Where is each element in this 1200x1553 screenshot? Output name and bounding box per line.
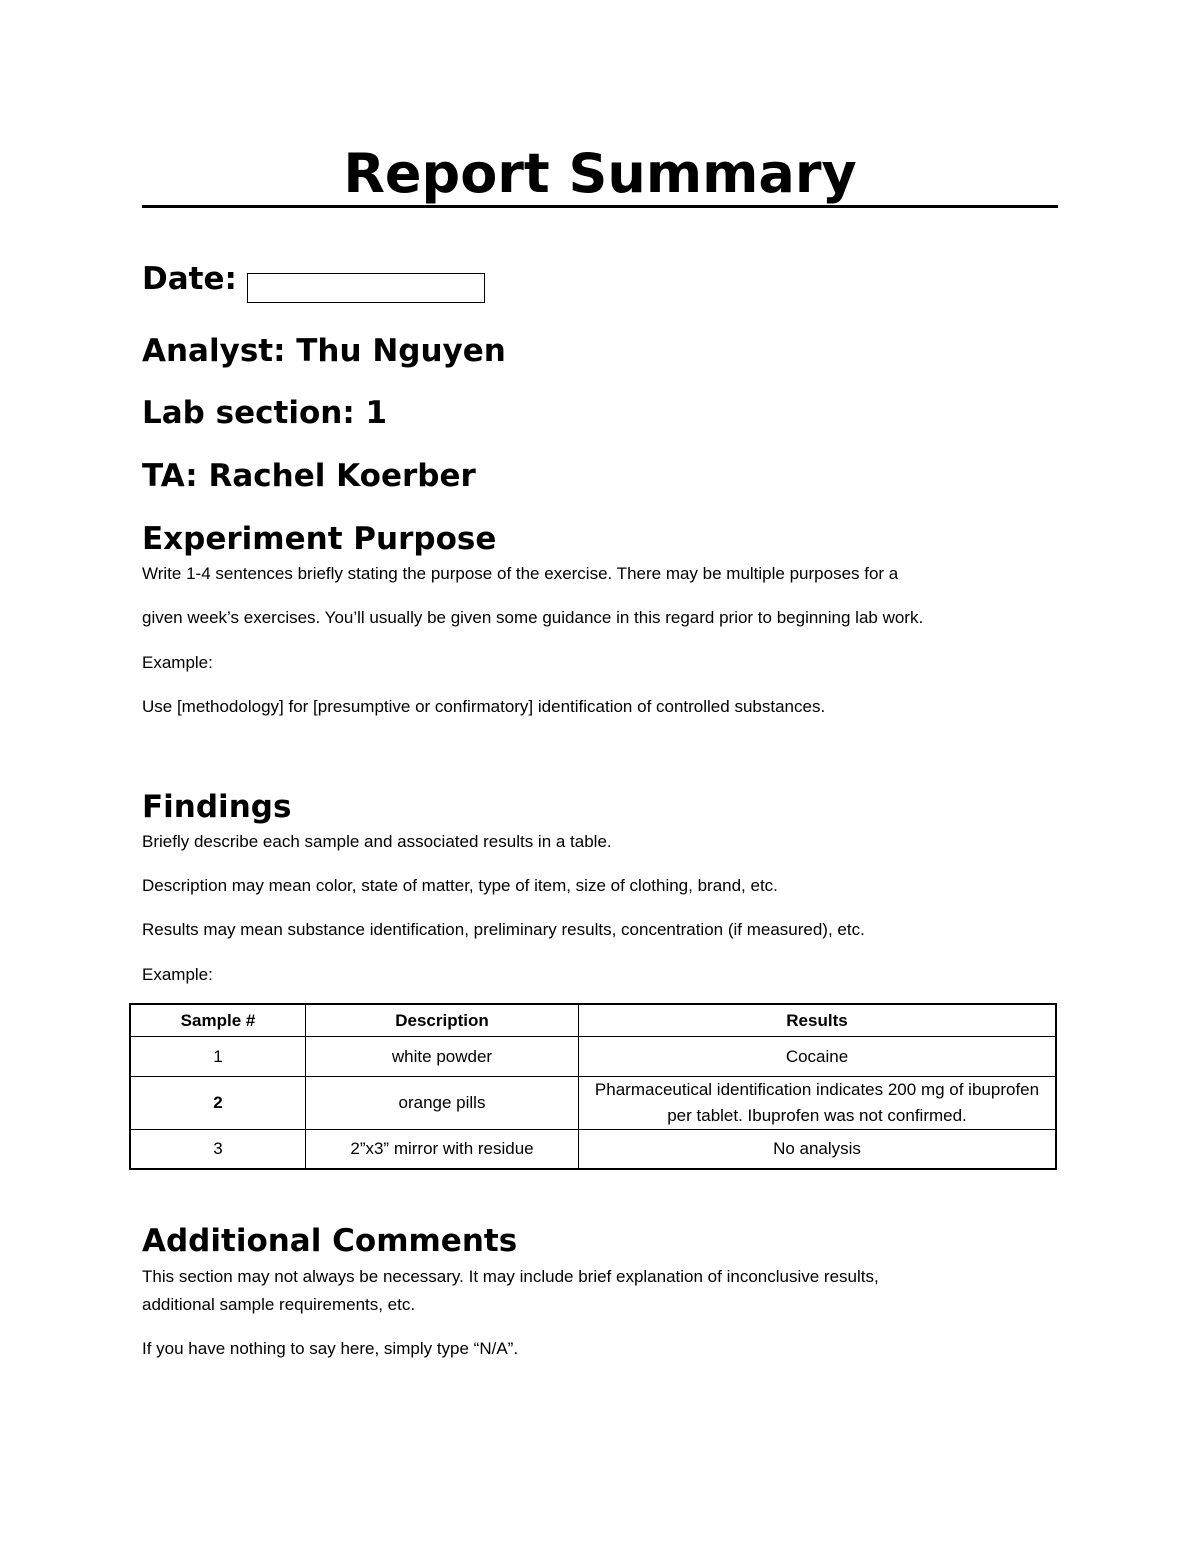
sample-number-cell: 3: [130, 1130, 306, 1170]
description-cell: white powder: [306, 1037, 579, 1077]
sample-number-cell: 1: [130, 1037, 306, 1077]
purpose-example-text: Use [methodology] for [presumptive or confirmatory] identification of controlled substances.: [142, 697, 826, 716]
findings-heading: Findings: [142, 789, 292, 825]
description-cell: orange pills: [306, 1077, 579, 1130]
purpose-heading: Experiment Purpose: [142, 521, 497, 557]
findings-example-label: Example:: [142, 965, 213, 984]
column-header-results: Results: [579, 1004, 1057, 1037]
results-cell: Pharmaceutical identification indicates 200 mg of ibuprofen per tablet. Ibuprofen was not confirmed.: [579, 1077, 1057, 1130]
description-cell: 2”x3” mirror with residue: [306, 1130, 579, 1170]
comments-text-line: If you have nothing to say here, simply type “N/A”.: [142, 1339, 519, 1358]
findings-text-line: Description may mean color, state of matter, type of item, size of clothing, brand, etc.: [142, 876, 778, 895]
table-row: [130, 1037, 1056, 1077]
title-underline: [142, 205, 1058, 208]
column-header-sample: Sample #: [130, 1004, 306, 1037]
purpose-text-line: given week’s exercises. You’ll usually be given some guidance in this regard prior to beginning lab work.: [142, 608, 924, 627]
table-row: [130, 1130, 1056, 1170]
table-row: [130, 1077, 1056, 1130]
date-label: Date:: [142, 261, 237, 297]
results-cell: Cocaine: [579, 1037, 1057, 1077]
analyst-line: Analyst: Thu Nguyen: [142, 333, 506, 369]
comments-text-line: This section may not always be necessary. It may include brief explanation of inconclusive results,: [142, 1267, 879, 1286]
purpose-text-line: Write 1-4 sentences briefly stating the purpose of the exercise. There may be multiple purposes for a: [142, 564, 899, 583]
findings-text-line: Results may mean substance identification, preliminary results, concentration (if measured), etc.: [142, 920, 865, 939]
page-title: Report Summary: [343, 142, 857, 205]
purpose-example-label: Example:: [142, 653, 213, 672]
comments-heading: Additional Comments: [142, 1223, 518, 1259]
results-cell: No analysis: [579, 1130, 1057, 1170]
sample-number-cell: 2: [130, 1077, 306, 1130]
lab-section-line: Lab section: 1: [142, 395, 388, 431]
table-header-row: [130, 1004, 1056, 1037]
column-header-description: Description: [306, 1004, 579, 1037]
comments-text-line: additional sample requirements, etc.: [142, 1295, 416, 1314]
findings-table: [129, 1003, 1057, 1170]
ta-line: TA: Rachel Koerber: [142, 458, 476, 494]
date-field[interactable]: [247, 273, 485, 303]
findings-text-line: Briefly describe each sample and associated results in a table.: [142, 832, 612, 851]
